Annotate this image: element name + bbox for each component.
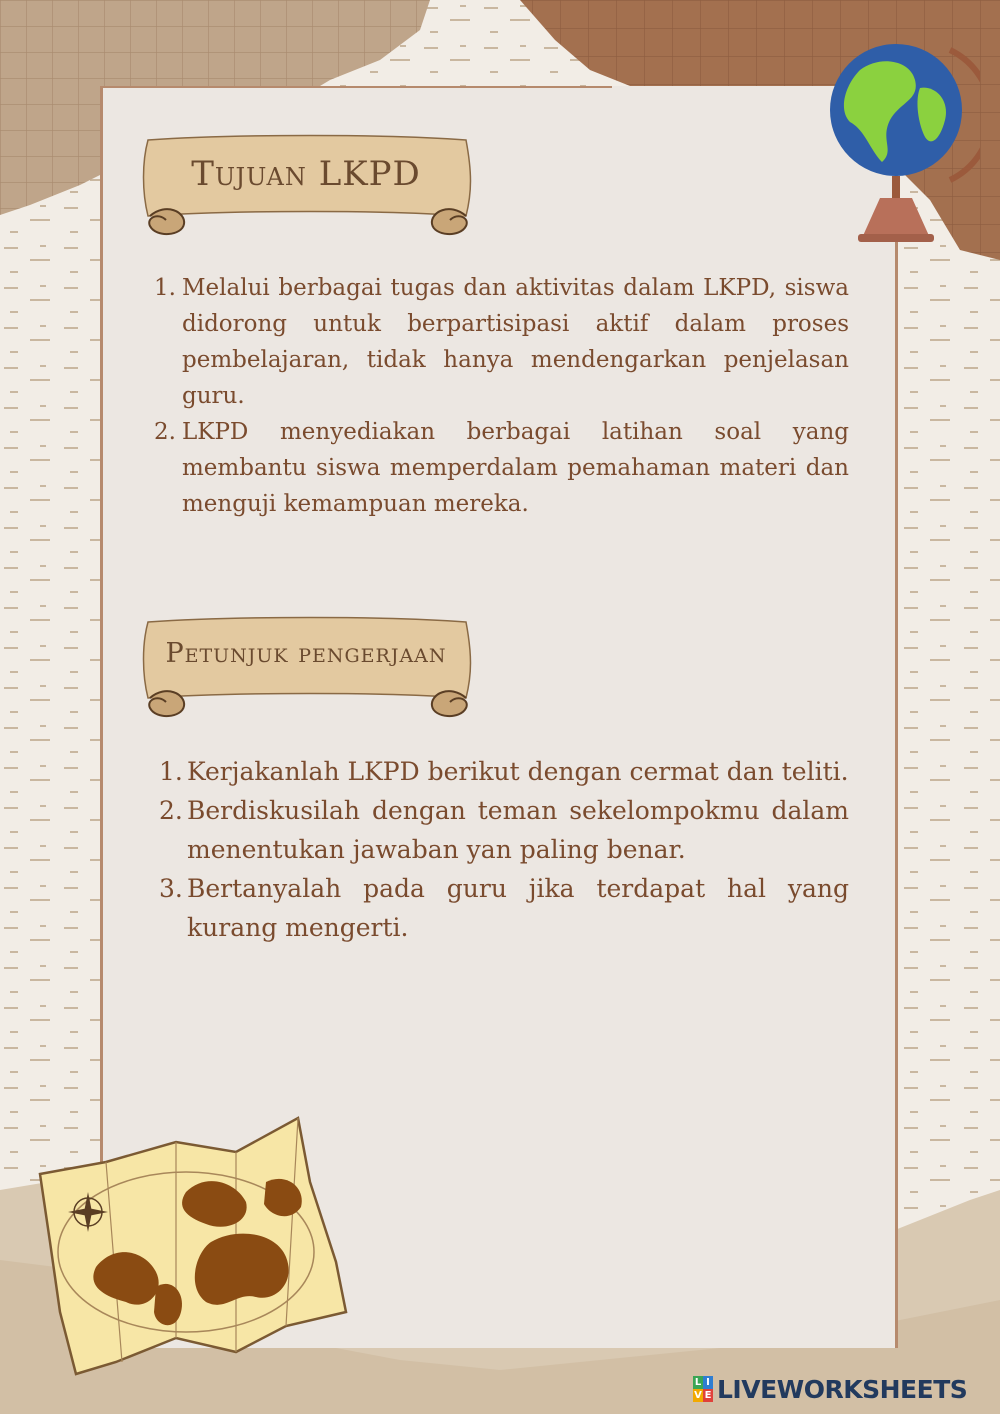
list-item [159, 869, 849, 947]
list-item [159, 752, 849, 791]
banner-petunjuk [136, 614, 476, 724]
list-item [154, 414, 849, 522]
banner-tujuan-title: Tujuan LKPD [191, 154, 421, 194]
banner-petunjuk-title: Petunjuk pengerjaan [165, 638, 447, 669]
treasure-map-icon [36, 1112, 356, 1386]
list-item-number: 1. [154, 275, 176, 301]
list-item [159, 791, 849, 869]
list-item-text: Berdiskusilah dengan teman sekelompokmu dalam menentukan jawaban yan paling benar. [187, 796, 849, 864]
petunjuk-list [159, 752, 849, 947]
list-item-number: 1. [159, 757, 183, 786]
brand-name: LIVEWORKSHEETS [717, 1374, 968, 1404]
list-item-text: Bertanyalah pada guru jika terdapat hal yang kurang mengerti. [187, 874, 849, 942]
brand-logo-letter: V [694, 1390, 702, 1401]
list-item-text: Kerjakanlah LKPD berikut dengan cermat dan teliti. [187, 757, 849, 786]
banner-tujuan [136, 132, 476, 242]
list-item-number: 2. [159, 796, 183, 825]
list-item-number: 3. [159, 874, 183, 903]
liveworksheets-logo [693, 1374, 967, 1404]
list-item [154, 270, 849, 414]
globe-icon [820, 30, 980, 254]
list-item-text: Melalui berbagai tugas dan aktivitas dalam LKPD, siswa didorong untuk berpartisipasi aktif dalam proses pembelajaran, tidak hanya mendengarkan penjelasan guru. [182, 275, 849, 409]
tujuan-list [154, 270, 849, 522]
panel-top-border [100, 86, 612, 88]
brand-logo-icon [693, 1376, 713, 1402]
list-item-number: 2. [154, 419, 176, 445]
brand-logo-letter: I [703, 1376, 713, 1389]
list-item-text: LKPD menyediakan berbagai latihan soal yang membantu siswa memperdalam pemahaman materi dan menguji kemampuan mereka. [182, 419, 849, 517]
brand-logo-letter: L [694, 1377, 702, 1388]
brand-logo-letter: E [704, 1390, 712, 1401]
